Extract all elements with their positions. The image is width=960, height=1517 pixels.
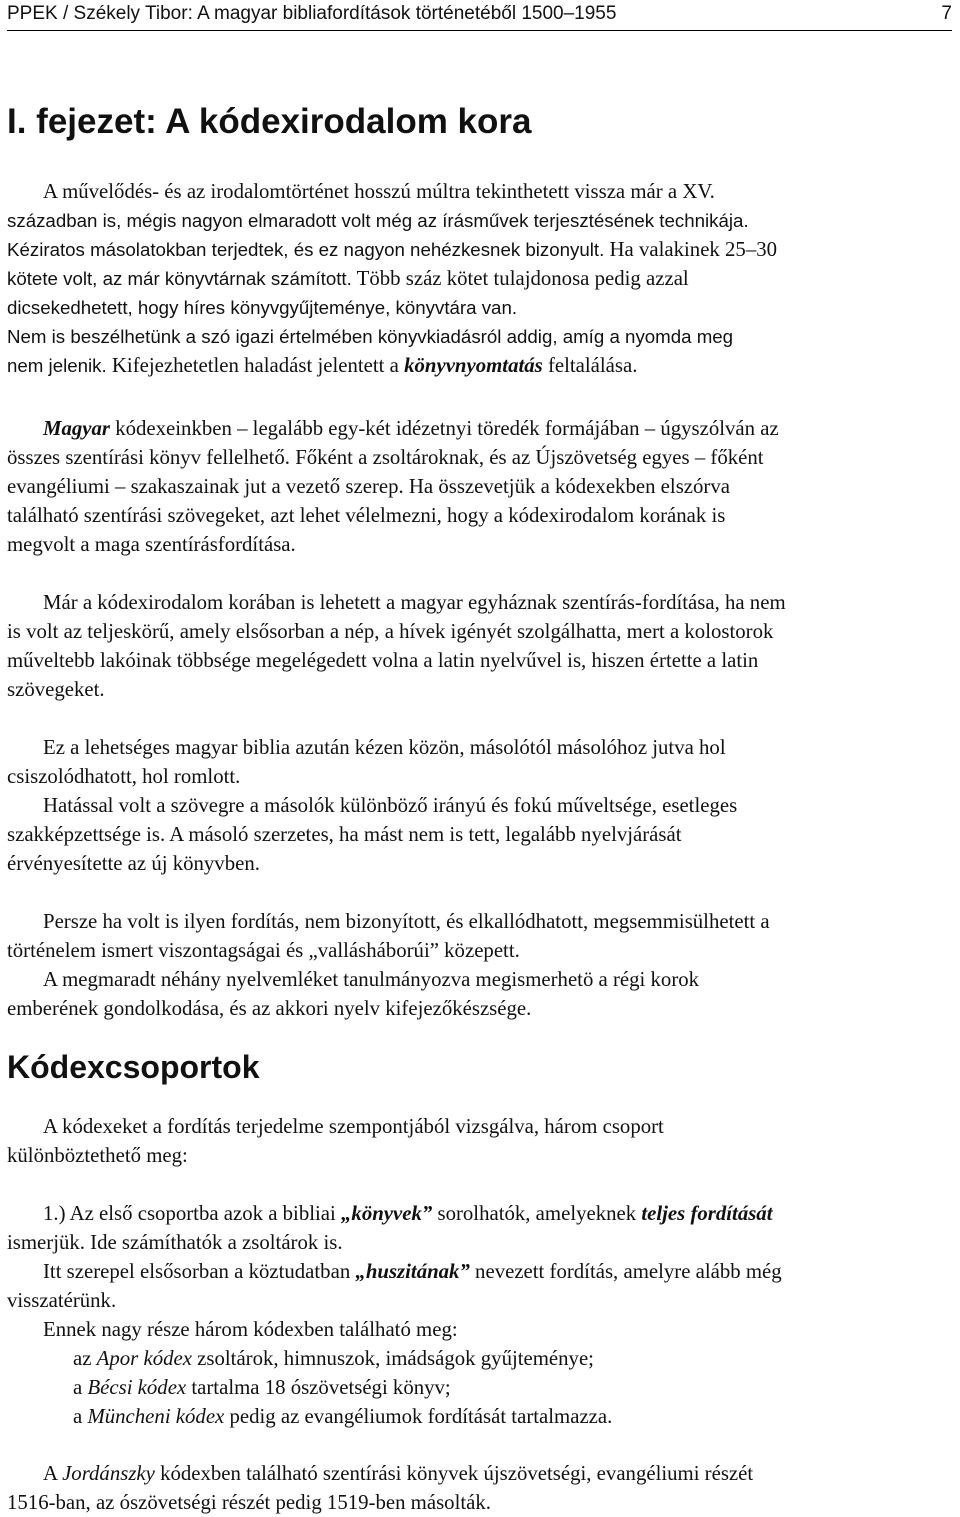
- text-line: visszatérünk.: [7, 1289, 117, 1312]
- text-line: Már a kódexirodalom korában is lehetett a magyar egyháznak szentírás-fordítása, ha nem: [43, 591, 786, 614]
- text-run-italic: Jordánszky: [62, 1462, 155, 1485]
- text-run: nevezett fordítás, amelyre alább még: [469, 1260, 782, 1283]
- chapter-title: I. fejezet: A kódexirodalom kora: [7, 102, 532, 141]
- header-title: PPEK / Székely Tibor: A magyar bibliafordítások történetéből 1500–1955: [7, 3, 617, 24]
- text-line: megvolt a maga szentírásfordítása.: [7, 533, 296, 556]
- text-line: A megmaradt néhány nyelvemléket tanulmányozva megismerhetö a régi korok: [43, 968, 700, 991]
- text-run-italic: Apor kódex: [96, 1347, 192, 1370]
- text-run-emphasis: könyvnyomtatás: [404, 354, 543, 377]
- text-run-italic: Bécsi kódex: [87, 1376, 187, 1399]
- text-line: is volt az teljeskörű, amely elsősorban a nép, a hívek igényét szolgálhatta, mert a kolostorok: [7, 620, 774, 643]
- text-run: a: [73, 1376, 88, 1399]
- text-line: érvényesítette az új könyvben.: [7, 852, 260, 875]
- paragraph-magyar: [7, 414, 957, 559]
- text-run: Ha valakinek 25–30: [604, 238, 778, 261]
- paragraph-list: [7, 1199, 957, 1431]
- text-line: különböztethető meg:: [7, 1144, 188, 1167]
- text-line: műveltebb lakóinak többsége megelégedett volna a latin nyelvűvel is, hiszen értette a latin: [7, 649, 759, 672]
- text-line: A kódexeket a fordítás terjedelme szempontjából vizsgálva, három csoport: [43, 1115, 664, 1138]
- text-line: található szentírási szövegeket, azt lehet vélelmezni, hogy a kódexirodalom korának is: [7, 504, 726, 527]
- text-line: [7, 1257, 957, 1286]
- text-run-emphasis: teljes fordítását: [641, 1202, 773, 1225]
- text-line: [7, 235, 957, 264]
- text-line: szövegeket.: [7, 678, 105, 701]
- text-line: [7, 1344, 957, 1373]
- paragraph-ez: [7, 733, 957, 878]
- paragraph-kodexek: [7, 1112, 957, 1170]
- text-line: [7, 351, 957, 380]
- text-line: összes szentírási könyv fellelhető. Főként a zsoltároknak, és az Újszövetség egyes – főként: [7, 446, 764, 469]
- page-number: 7: [941, 3, 952, 24]
- text-run: Itt szerepel elsősorban a köztudatban: [43, 1260, 356, 1283]
- text-line: 1516-ban, az ószövetségi részét pedig 1519-ben másolták.: [7, 1491, 491, 1514]
- text-line: csiszolódhatott, hol romlott.: [7, 765, 241, 788]
- text-line: században is, mégis nagyon elmaradott volt még az írásművek terjesztésének technikája.: [7, 210, 749, 231]
- paragraph-persze: [7, 907, 957, 1023]
- text-run: Több száz kötet tulajdonosa pedig azzal: [351, 267, 689, 290]
- page-header: [7, 1, 952, 29]
- text-run: A: [43, 1462, 63, 1485]
- text-line: Ez a lehetséges magyar biblia azután kézen közön, másolótól másolóhoz jutva hol: [43, 736, 726, 759]
- text-run: feltalálása.: [542, 354, 638, 377]
- header-divider: [7, 30, 952, 31]
- text-run: az: [73, 1347, 97, 1370]
- text-line: evangéliumi – szakaszainak jut a vezető szerep. Ha összevetjük a kódexekben elszórva: [7, 475, 730, 498]
- text-run: zsoltárok, himnuszok, imádságok gyűjteménye;: [191, 1347, 594, 1370]
- text-run: sorolhatók, amelyeknek: [432, 1202, 642, 1225]
- text-run: 1.) Az első csoportba azok a bibliai: [43, 1202, 342, 1225]
- text-run: a: [73, 1405, 88, 1428]
- text-run: Kéziratos másolatokban terjedtek, és ez nagyon nehézkesnek bizonyult.: [7, 239, 605, 260]
- text-run: kódexben található szentírási könyvek újszövetségi, evangéliumi részét: [154, 1462, 754, 1485]
- text-line: [7, 1373, 957, 1402]
- text-run: kötete volt, az már könyvtárnak számított.: [7, 268, 352, 289]
- text-line: történelem ismert viszontagságai és „vallásháborúi” közepett.: [7, 939, 520, 962]
- paragraph-intro: [7, 177, 957, 380]
- section-title: Kódexcsoportok: [7, 1049, 260, 1085]
- text-line: [7, 414, 957, 443]
- text-line: [7, 1459, 957, 1488]
- paragraph-jordanszky: [7, 1459, 957, 1517]
- text-run: nem jelenik.: [7, 355, 107, 376]
- text-line: [7, 1402, 957, 1431]
- text-run-emphasis: „könyvek”: [341, 1202, 433, 1225]
- paragraph-mar: [7, 588, 957, 704]
- text-line: szakképzettsége is. A másoló szerzetes, ha mást nem is tett, legalább nyelvjárását: [7, 823, 682, 846]
- text-run-emphasis: Magyar: [43, 417, 111, 440]
- text-line: [7, 264, 957, 293]
- text-run: tartalma 18 ószövetségi könyv;: [186, 1376, 451, 1399]
- text-run: Kifejezhetetlen haladást jelentett a: [106, 354, 405, 377]
- text-line: [7, 1199, 957, 1228]
- text-line: Persze ha volt is ilyen fordítás, nem bizonyított, és elkallódhatott, megsemmisülhetett a: [43, 910, 770, 933]
- text-run-italic: Müncheni kódex: [87, 1405, 225, 1428]
- text-line: Nem is beszélhetünk a szó igazi értelmében könyvkiadásról addig, amíg a nyomda meg: [7, 326, 734, 347]
- text-line: dicsekedhetett, hogy híres könyvgyűjteménye, könyvtára van.: [7, 297, 518, 318]
- text-run-emphasis: „huszitának”: [355, 1260, 470, 1283]
- text-run: kódexeinkben – legalább egy-két idézetnyi töredék formájában – úgyszólván az: [110, 417, 779, 440]
- text-line: Ennek nagy része három kódexben található meg:: [43, 1318, 458, 1341]
- text-line: ismerjük. Ide számíthatók a zsoltárok is.: [7, 1231, 343, 1254]
- text-line: Hatással volt a szövegre a másolók különböző irányú és fokú műveltsége, esetleges: [43, 794, 738, 817]
- text-run: pedig az evangéliumok fordítását tartalmazza.: [224, 1405, 613, 1428]
- text-line: A művelődés- és az irodalomtörténet hosszú múltra tekinthetett vissza már a XV.: [43, 180, 715, 203]
- text-line: emberének gondolkodása, és az akkori nyelv kifejezőkészsége.: [7, 997, 532, 1020]
